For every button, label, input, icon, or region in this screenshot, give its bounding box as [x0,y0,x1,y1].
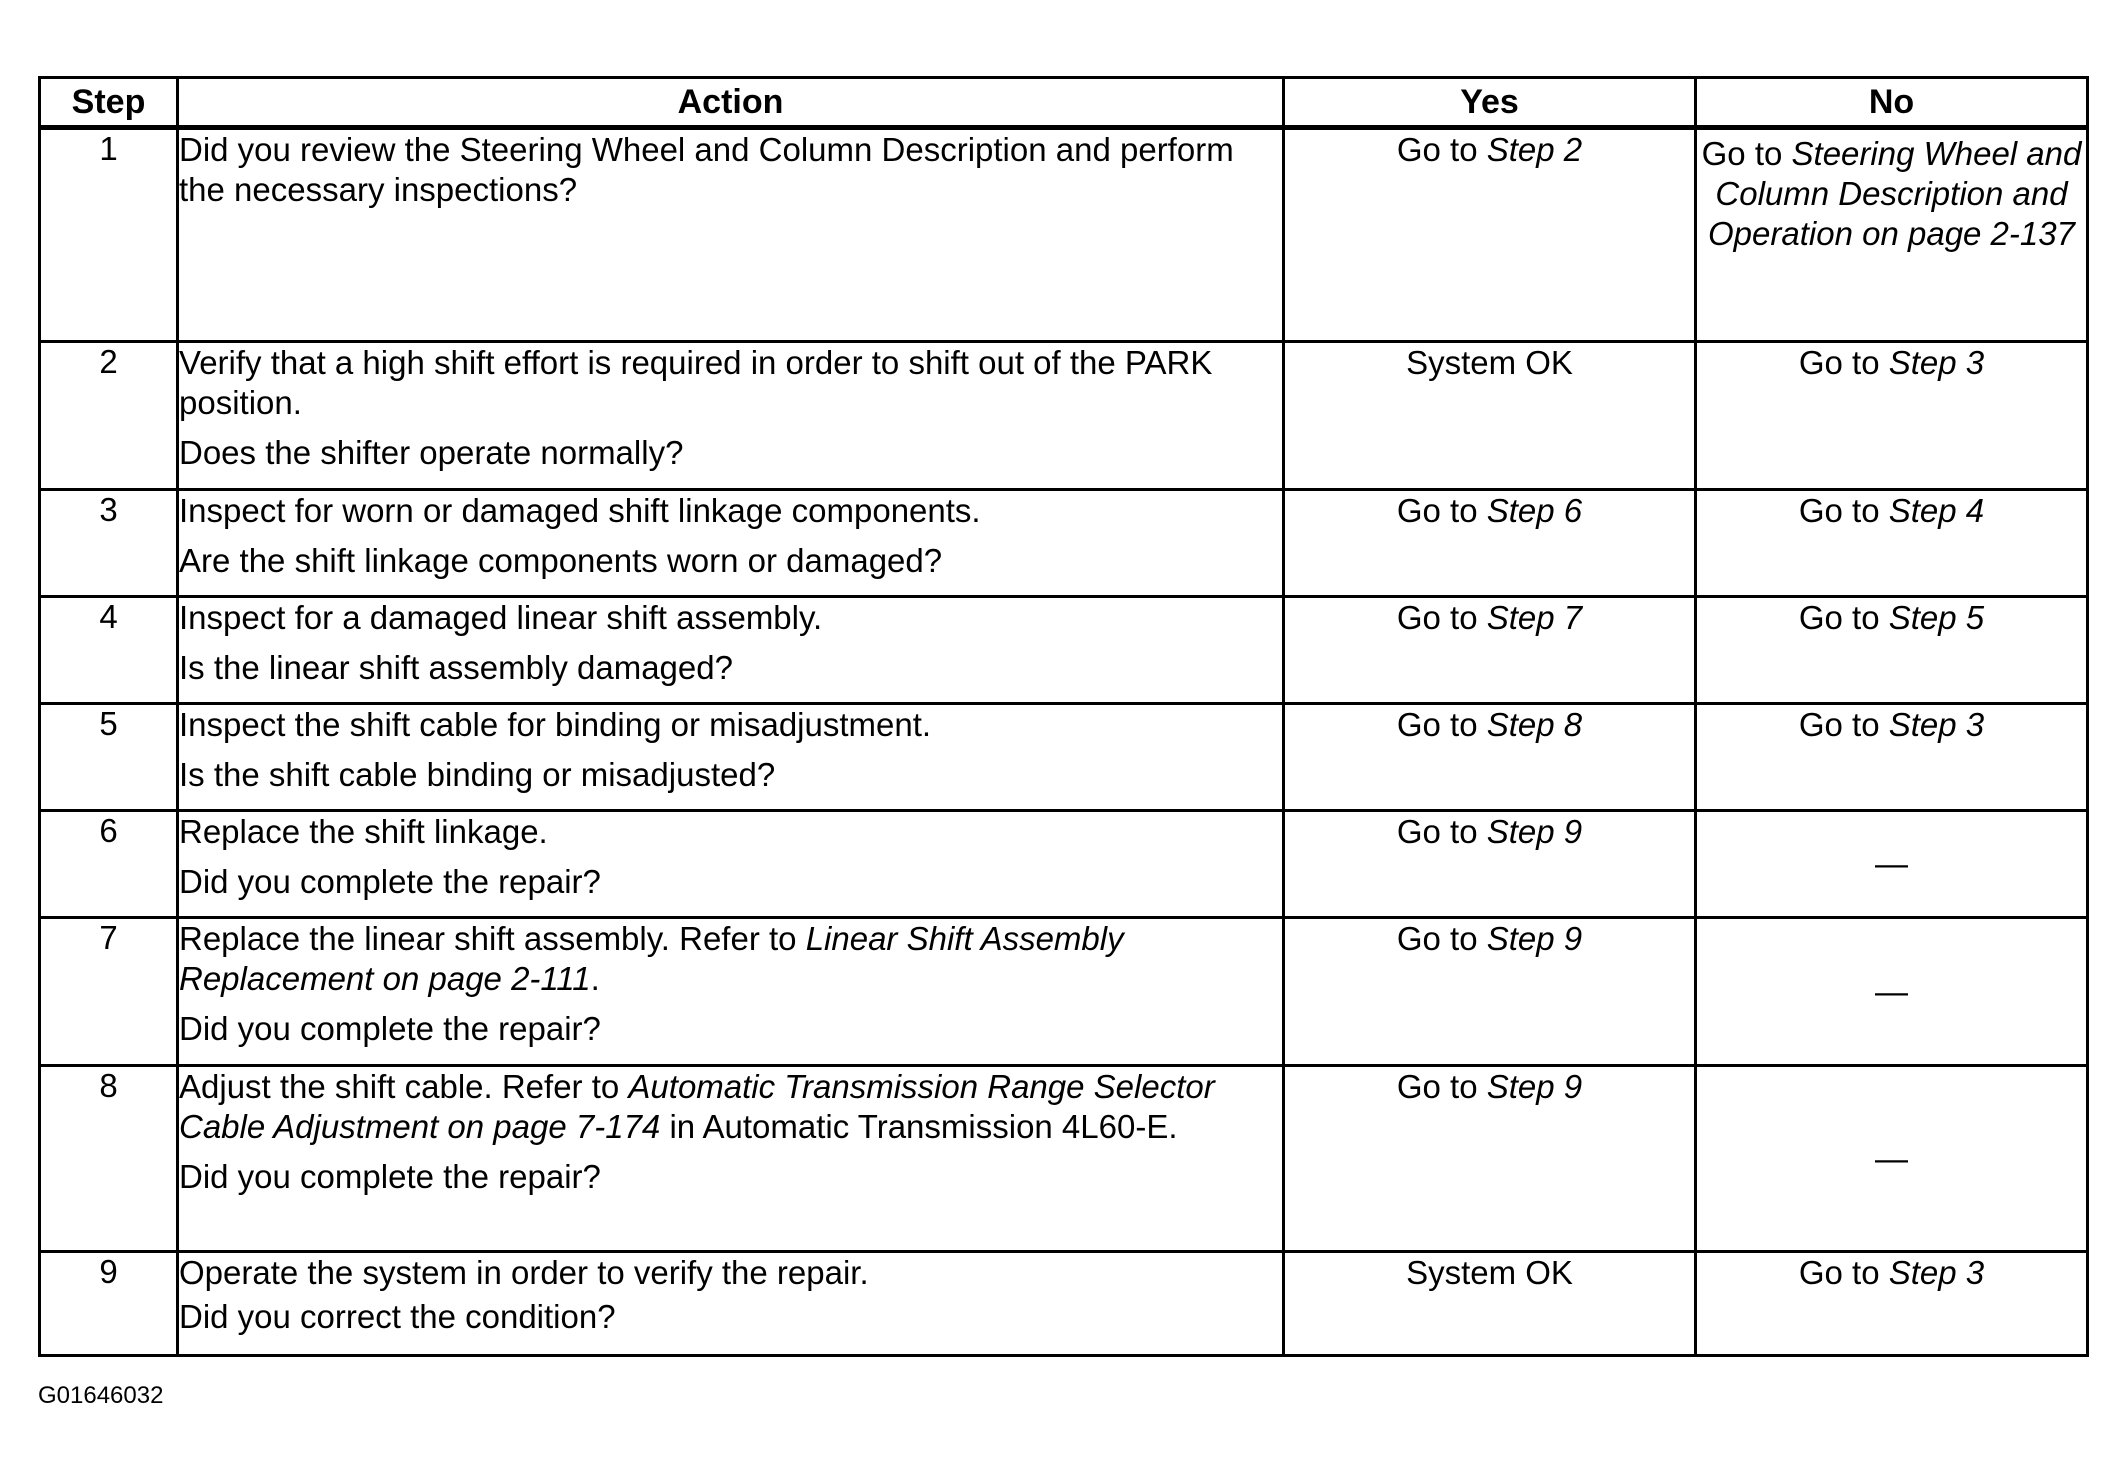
header-yes: Yes [1284,78,1696,128]
action-cell [178,128,1284,342]
no-cell [1696,342,2088,490]
no-prefix: Go to [1701,135,1792,172]
no-ref: Step 3 [1888,706,1985,743]
no-dash: — [1875,1139,1908,1177]
no-ref: Step 4 [1888,492,1985,529]
yes-prefix: Go to [1396,920,1487,957]
no-prefix: Go to [1798,344,1889,381]
yes-prefix: Go to [1396,599,1487,636]
question-text: Are the shift linkage components worn or damaged? [179,542,943,579]
question-text: Did you complete the repair? [179,1010,601,1047]
no-cell [1696,704,2088,811]
step-number: 9 [40,1252,178,1356]
yes-prefix: System OK [1406,1254,1573,1291]
step-number: 1 [40,128,178,342]
step-number: 8 [40,1066,178,1252]
action-text: Verify that a high shift effort is required in order to shift out of the PARK position. [179,344,1213,421]
no-cell [1696,490,2088,597]
action-text [179,1067,1282,1147]
action-cell [178,597,1284,704]
action-text [179,919,1282,999]
yes-prefix: Go to [1396,706,1487,743]
yes-prefix: Go to [1396,131,1487,168]
no-dash: — [1875,845,1908,882]
table-row [40,918,2088,1066]
action-cell [178,918,1284,1066]
yes-cell [1284,704,1696,811]
action-text: Replace the shift linkage. [179,813,548,850]
no-cell [1696,128,2088,342]
header-action: Action [178,78,1284,128]
yes-ref: Step 2 [1486,131,1583,168]
yes-ref: Step 7 [1486,599,1583,636]
action-text: Inspect for worn or damaged shift linkage components. [179,492,981,529]
step-number: 5 [40,704,178,811]
table-row [40,128,2088,342]
action-text: Operate the system in order to verify the repair. [179,1254,869,1291]
step-number: 3 [40,490,178,597]
yes-cell [1284,342,1696,490]
yes-prefix: Go to [1396,813,1487,850]
no-ref: Step 3 [1888,344,1985,381]
step-number: 6 [40,811,178,918]
no-dash: — [1875,972,1908,1010]
yes-cell [1284,128,1696,342]
action-text: Inspect the shift cable for binding or misadjustment. [179,706,932,743]
yes-ref: Step 9 [1486,920,1583,957]
table-row [40,342,2088,490]
question-text: Did you complete the repair? [179,1158,601,1195]
no-prefix: Go to [1798,599,1889,636]
no-prefix: Go to [1798,1254,1889,1291]
no-cell [1696,1252,2088,1356]
no-ref: Steering Wheel and Column Description and Operation on page 2-137 [1708,135,2082,252]
no-ref: Step 5 [1888,599,1985,636]
action-cell [178,342,1284,490]
yes-cell [1284,811,1696,918]
step-number: 2 [40,342,178,490]
no-cell [1696,811,2088,918]
no-cell [1696,597,2088,704]
table-row [40,811,2088,918]
yes-prefix: Go to [1396,492,1487,529]
action-cell [178,1066,1284,1252]
yes-ref: Step 9 [1486,813,1583,850]
diagnostic-table [38,76,2089,1357]
yes-cell [1284,918,1696,1066]
action-reference: Automatic Transmission Range Selector Cable Adjustment on page 7-174 [179,1068,1215,1145]
yes-ref: Step 8 [1486,706,1583,743]
action-text-pre: Replace the linear shift assembly. Refer to [179,920,806,957]
no-ref: Step 3 [1888,1254,1985,1291]
table-row [40,1066,2088,1252]
yes-prefix: Go to [1396,1068,1487,1105]
action-cell [178,811,1284,918]
yes-cell [1284,1252,1696,1356]
action-text-post: . [590,960,600,997]
action-cell [178,704,1284,811]
question-text: Is the shift cable binding or misadjusted? [179,756,776,793]
table-header-row [40,78,2088,128]
yes-ref: Step 9 [1486,1068,1583,1105]
table-row [40,704,2088,811]
question-text: Is the linear shift assembly damaged? [179,649,733,686]
step-number: 4 [40,597,178,704]
action-text: Did you review the Steering Wheel and Column Description and perform the necessary inspections? [179,131,1234,208]
yes-cell [1284,490,1696,597]
action-reference: Linear Shift Assembly Replacement on page 2-111 [179,920,1124,997]
action-cell [178,490,1284,597]
question-text: Does the shifter operate normally? [179,434,684,471]
no-cell [1696,1066,2088,1252]
step-number: 7 [40,918,178,1066]
action-text-pre: Adjust the shift cable. Refer to [179,1068,629,1105]
yes-prefix: System OK [1406,344,1573,381]
table-row [40,490,2088,597]
no-cell [1696,918,2088,1066]
no-prefix: Go to [1798,492,1889,529]
yes-cell [1284,597,1696,704]
action-text: Inspect for a damaged linear shift assembly. [179,599,823,636]
action-text-post: in Automatic Transmission 4L60-E. [660,1108,1178,1145]
header-no: No [1696,78,2088,128]
yes-ref: Step 6 [1486,492,1583,529]
table-row [40,597,2088,704]
no-prefix: Go to [1798,706,1889,743]
yes-cell [1284,1066,1696,1252]
figure-id: G01646032 [38,1382,164,1409]
table-row [40,1252,2088,1356]
action-cell [178,1252,1284,1356]
question-text: Did you complete the repair? [179,863,601,900]
header-step: Step [40,78,178,128]
question-text: Did you correct the condition? [179,1298,616,1335]
